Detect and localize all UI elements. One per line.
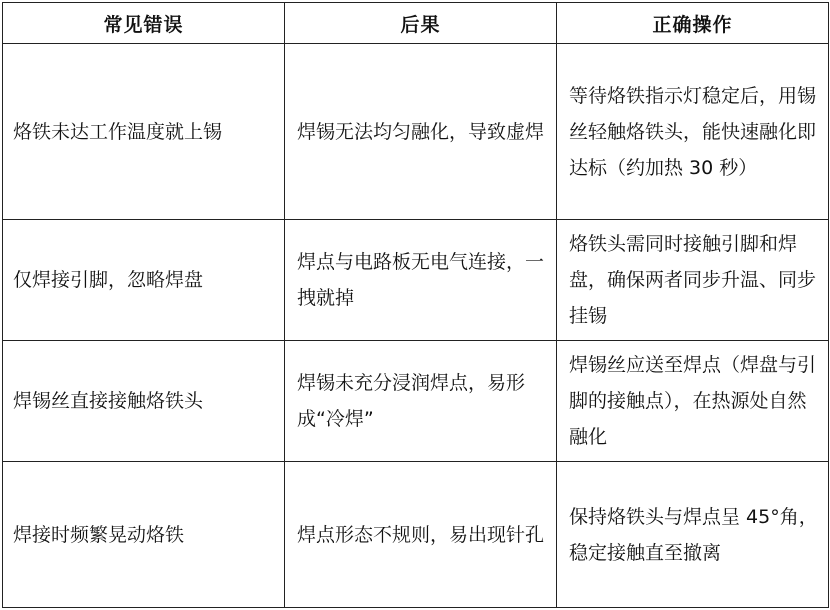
correct-operation-cell: 等待烙铁指示灯稳定后，用锡丝轻触烙铁头，能快速融化即达标（约加热 30 秒） — [557, 44, 829, 220]
table-row — [3, 220, 829, 341]
consequence-cell: 焊点与电路板无电气连接，一拽就掉 — [285, 220, 557, 341]
header-common-mistakes: 常见错误 — [3, 3, 285, 44]
correct-operation-cell: 烙铁头需同时接触引脚和焊盘，确保两者同步升温、同步挂锡 — [557, 220, 829, 341]
mistake-cell: 烙铁未达工作温度就上锡 — [3, 44, 285, 220]
table-row — [3, 44, 829, 220]
table-header-row — [3, 3, 829, 44]
table-row — [3, 341, 829, 462]
table-row — [3, 462, 829, 608]
header-consequence: 后果 — [285, 3, 557, 44]
consequence-cell: 焊点形态不规则，易出现针孔 — [285, 462, 557, 608]
header-correct-operation: 正确操作 — [557, 3, 829, 44]
mistake-cell: 焊锡丝直接接触烙铁头 — [3, 341, 285, 462]
consequence-cell: 焊锡无法均匀融化，导致虚焊 — [285, 44, 557, 220]
soldering-mistakes-table — [2, 2, 829, 608]
correct-operation-cell: 焊锡丝应送至焊点（焊盘与引脚的接触点），在热源处自然融化 — [557, 341, 829, 462]
mistake-cell: 焊接时频繁晃动烙铁 — [3, 462, 285, 608]
correct-operation-cell: 保持烙铁头与焊点呈 45°角，稳定接触直至撤离 — [557, 462, 829, 608]
mistake-cell: 仅焊接引脚，忽略焊盘 — [3, 220, 285, 341]
consequence-cell: 焊锡未充分浸润焊点，易形成“冷焊” — [285, 341, 557, 462]
